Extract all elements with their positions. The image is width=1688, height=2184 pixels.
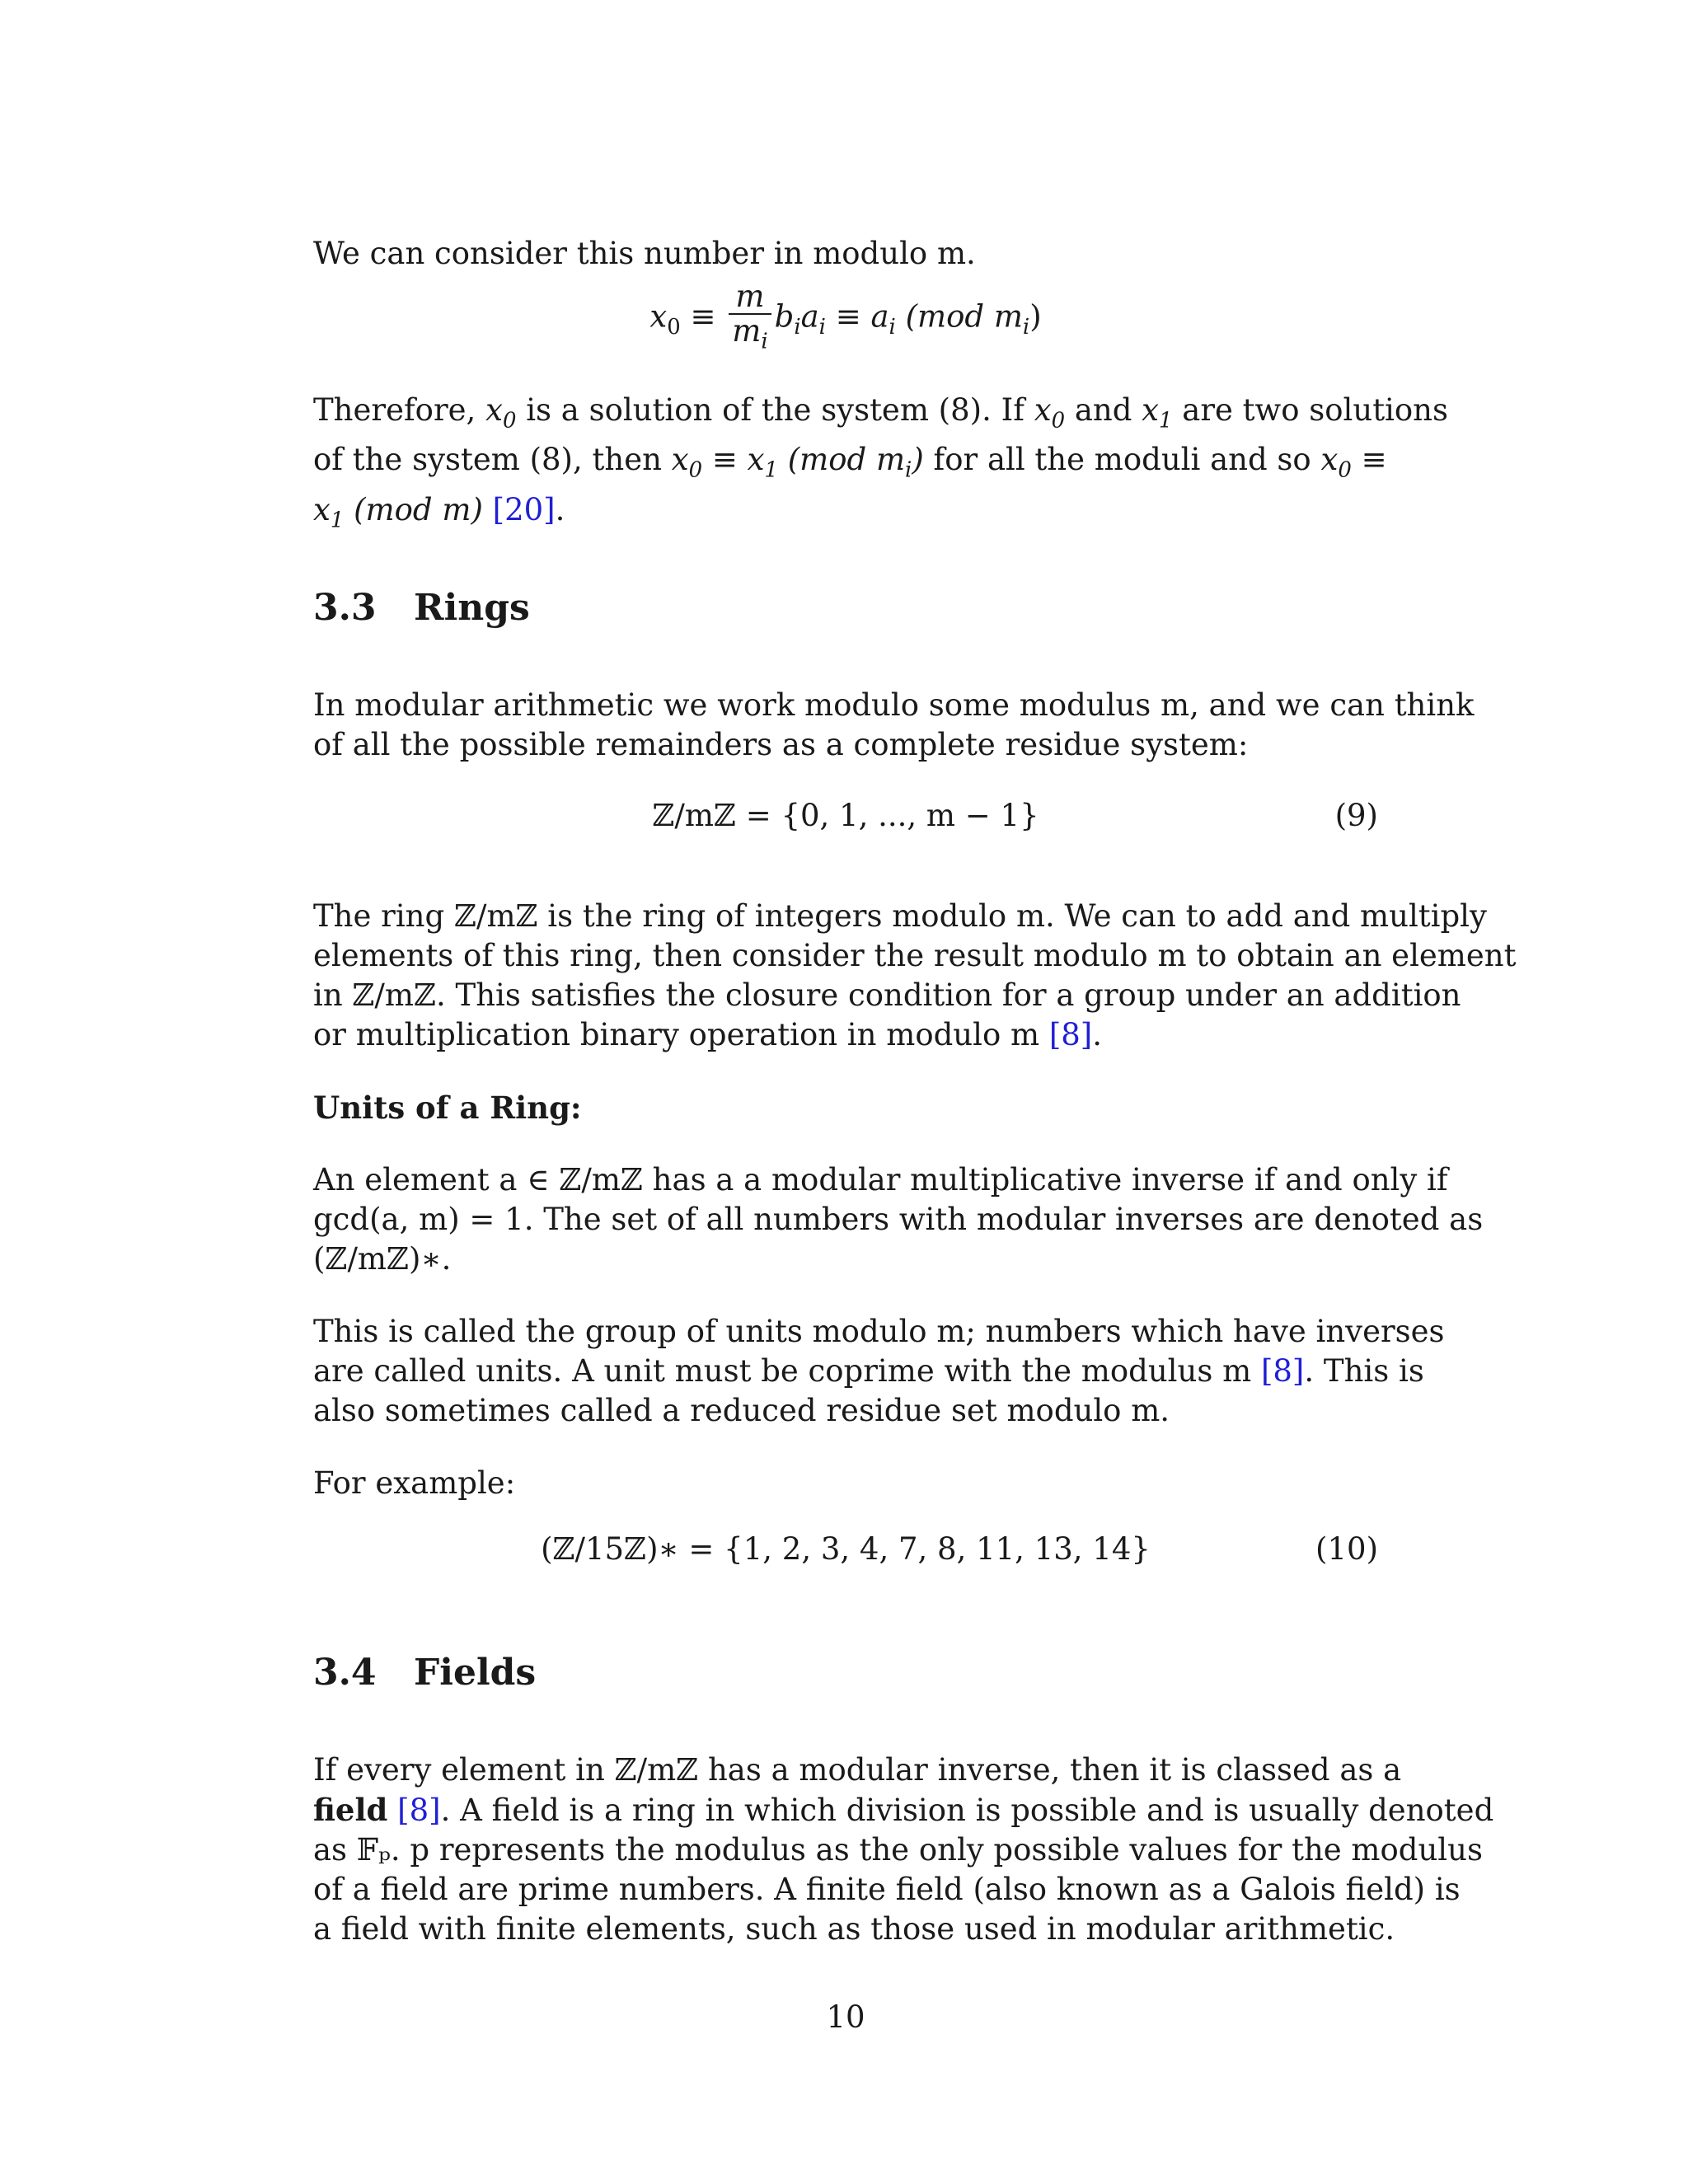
citation-link[interactable]: [20] [492,491,556,527]
citation-link[interactable]: [8] [397,1793,441,1828]
rings-paragraph: In modular arithmetic we work modulo some modulus m, and we can think of all the possible remainders as a complete residue system: [313,687,1475,762]
page-number: 10 [826,1999,865,2035]
section-heading-rings: 3.3 Rings [313,587,530,629]
document-page [313,0,1517,2184]
group-of-units-paragraph: This is called the group of units modulo m; numbers which have inverses are called units. A unit must be coprime with the modulus m [8]. This is also sometimes called a reduced residue set modulo m. [313,1314,1445,1428]
equation-number: (10) [1315,1531,1378,1567]
equation-number: (9) [1334,798,1378,833]
intro-paragraph [313,234,1378,274]
therefore-paragraph: Therefore, $x_0$ is a solution of the system (8). If $x_0$ and $x_1$ are two solutions of the system (8), then $x_0 \equiv x_1$ (mod $m_i$) for all the moduli and so $x_0$ ≡ $x_1$ (mod m) [20]. [313,392,1448,533]
citation-link[interactable]: [8] [1048,1017,1093,1052]
section-heading-fields: 3.4 Fields [313,1652,537,1694]
ring-definition-paragraph: The ring ℤ/mℤ is the ring of integers modulo m. We can to add and multiply elements of this ring, then consider the result modulo m to obtain an element in ℤ/mℤ. This satisfies the closure condition for a group under an addition or multiplication binary operation in modulo m [8]. [313,898,1517,1052]
equation-10: (ℤ/15ℤ)∗ = {1, 2, 3, 4, 7, 8, 11, 13, 14} (10) [541,1531,1378,1567]
equation-9: ℤ/mℤ = {0, 1, ..., m − 1} (9) [652,798,1378,833]
fraction: $\frac{m}{m_i}$ [729,280,771,358]
text-line: We can consider this number in modulo m. [313,236,976,271]
citation-link[interactable]: [8] [1260,1353,1305,1389]
units-paragraph: An element a ∈ ℤ/mℤ has a a modular multiplicative inverse if and only if gcd(a, m) = 1. The set of all numbers with modular inverses are denoted as (ℤ/mℤ)∗. [313,1162,1484,1277]
example-label: For example: [313,1465,516,1501]
equation-x0: $x_0$ ≡ $\frac{m}{m_i}$ $b_ia_i \equiv a_i$ (mod $m_i$) [313,280,1378,371]
fields-paragraph: If every element in ℤ/mℤ has a modular inverse, then it is classed as a field [8]. A field is a ring in which division is possible and is usually denoted as 𝔽ₚ. p represents the modulus as the only possible values for the modulus of a field are prime numbers. A finite field (also known as a Galois field) is a field with finite elements, such as those used in modular arithmetic. [313,1752,1494,1947]
units-heading: Units of a Ring: [313,1090,582,1126]
